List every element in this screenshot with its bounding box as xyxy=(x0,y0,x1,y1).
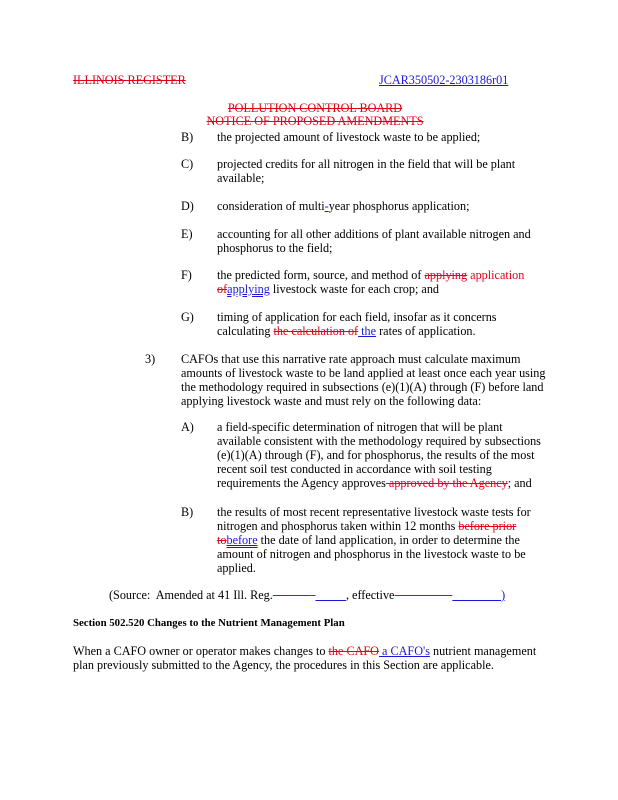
section-heading: Section 502.520 Changes to the Nutrient Management Plan xyxy=(73,617,345,629)
item-d-text: consideration of multi-year phosphorus application; xyxy=(217,199,470,213)
item-b-text: the projected amount of livestock waste to be applied; xyxy=(217,130,481,144)
para3-label: 3) xyxy=(145,352,156,366)
item-d-label: D) xyxy=(181,199,194,213)
para3-a-line2: available consistent with the methodology required by subsections xyxy=(217,434,541,448)
item-g-line2: calculating the calculation of the rates of application. xyxy=(217,324,476,338)
item-c-line1: projected credits for all nitrogen in the field that will be plant xyxy=(217,157,516,171)
item-f-line1: the predicted form, source, and method of applying application xyxy=(217,268,525,282)
item-f-label: F) xyxy=(181,268,192,282)
para3-a-line5: requirements the Agency approves approved by the Agency; and xyxy=(217,476,532,490)
para3-line4: applying livestock waste and must rely on the following data: xyxy=(181,394,482,408)
para3-b-line1: the results of most recent representative livestock waste tests for xyxy=(217,505,531,519)
para3-a-line3: (e)(1)(A) through (F), and for phosphorus, the results of the most xyxy=(217,448,535,462)
item-c-line2: available; xyxy=(217,171,265,185)
para3-b-line5: applied. xyxy=(217,561,256,575)
item-g-label: G) xyxy=(181,310,194,324)
item-e-line2: phosphorus to the field; xyxy=(217,241,333,255)
item-b-label: B) xyxy=(181,130,194,144)
register-title: ILLINOIS REGISTER xyxy=(73,73,186,87)
item-g-line1: timing of application for each field, insofar as it concerns xyxy=(217,310,497,324)
item-e-label: E) xyxy=(181,227,193,241)
notice-title: NOTICE OF PROPOSED AMENDMENTS xyxy=(206,114,424,128)
para3-b-line3: tobefore the date of land application, in order to determine the xyxy=(217,533,520,547)
agency-name: POLLUTION CONTROL BOARD xyxy=(227,101,403,115)
para3-a-line4: recent soil test conducted in accordance with soil testing xyxy=(217,462,492,476)
item-c-label: C) xyxy=(181,157,194,171)
para3-a-label: A) xyxy=(181,420,194,434)
para3-b-line4: amount of nitrogen and phosphorus in the livestock waste to be xyxy=(217,547,526,561)
item-e-line1: accounting for all other additions of plant available nitrogen and xyxy=(217,227,531,241)
para3-line1: CAFOs that use this narrative rate approach must calculate maximum xyxy=(181,352,521,366)
para3-b-line2: nitrogen and phosphorus taken within 12 months before prior xyxy=(217,519,517,533)
para3-line2: amounts of livestock waste to be land applied at least once each year using xyxy=(181,366,546,380)
para3-b-label: B) xyxy=(181,505,194,519)
source-note: (Source: Amended at 41 Ill. Reg. , effective ) xyxy=(109,588,506,602)
para3-line3: the methodology required in subsections (e)(1)(A) through (F) before land xyxy=(181,380,544,394)
closing-line2: plan previously submitted to the Agency, the procedures in this Section are applicable. xyxy=(73,658,494,672)
closing-line1: When a CAFO owner or operator makes changes to the CAFO a CAFO's nutrient management xyxy=(73,644,537,658)
para3-a-line1: a field-specific determination of nitrogen that will be plant xyxy=(217,420,503,434)
document-id: JCAR350502-2303186r01 xyxy=(379,73,509,87)
item-f-line2: ofapplying livestock waste for each crop; and xyxy=(217,282,440,296)
